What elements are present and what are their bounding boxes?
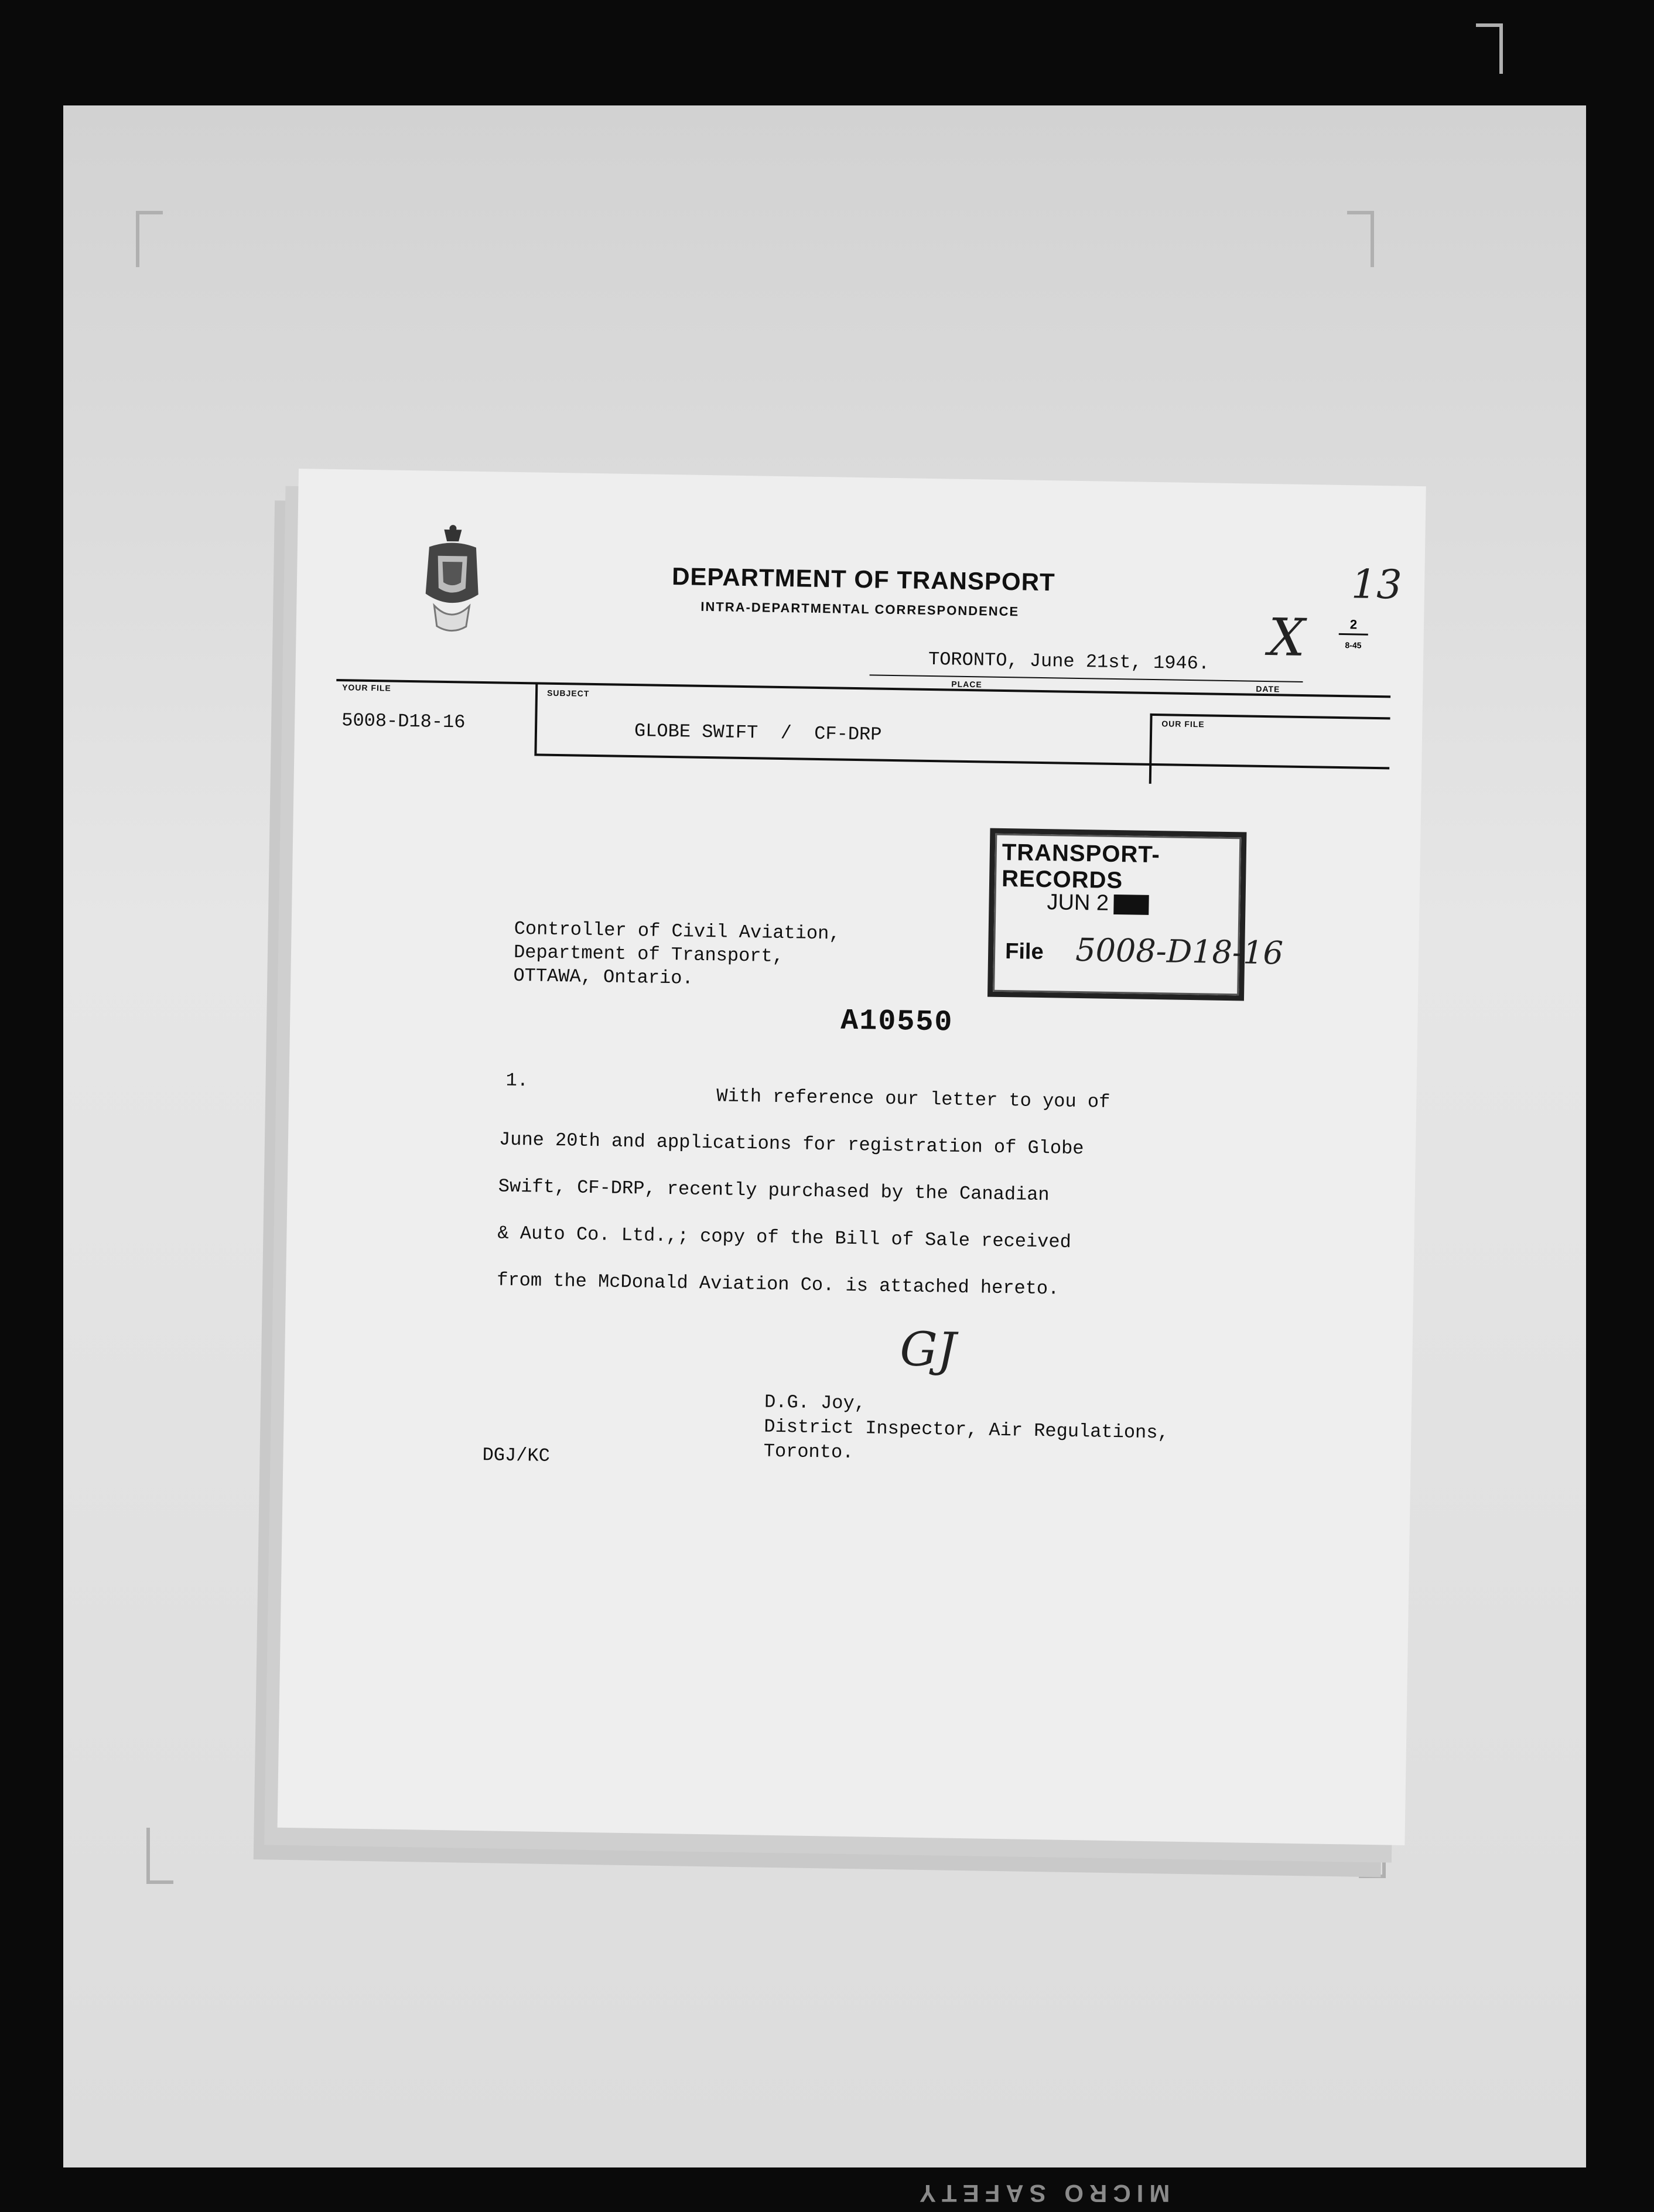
header-divider-2 xyxy=(1149,714,1153,784)
stamp-handwritten-file-number: 5008-D18-16 xyxy=(1075,931,1284,972)
addressee: Controller of Civil Aviation, Department of Transport, OTTAWA, Ontario. xyxy=(513,917,840,989)
handwritten-initials: GJ xyxy=(899,1322,957,1377)
body-line-3: Swift, CF-DRP, recently purchased by the Canadian xyxy=(498,1175,1050,1206)
date-label: DATE xyxy=(1256,684,1280,694)
letter-page xyxy=(278,469,1426,1845)
coat-of-arms-icon xyxy=(413,523,491,641)
typist-reference: DGJ/KC xyxy=(482,1444,551,1467)
department-name: DEPARTMENT OF TRANSPORT xyxy=(671,562,1056,596)
body-line-5: from the McDonald Aviation Co. is attached hereto. xyxy=(496,1269,1060,1300)
handwritten-mark: X xyxy=(1267,607,1306,668)
subject-label: SUBJECT xyxy=(546,688,590,698)
place-and-date: TORONTO, June 21st, 1946. xyxy=(928,648,1210,675)
header-top-rule xyxy=(336,679,1390,698)
stamp-date xyxy=(1047,890,1149,917)
signature-block: D.G. Joy, District Inspector, Air Regulations, Toronto. xyxy=(763,1391,1169,1464)
body-line-4: & Auto Co. Ltd.,; copy of the Bill of Sale received xyxy=(497,1222,1072,1253)
body-line-1: With reference our letter to you of xyxy=(716,1085,1110,1113)
our-file-top-rule xyxy=(1150,714,1390,719)
film-edge-text: MICRO SAFETY xyxy=(914,2180,1170,2207)
crop-mark-bottom-left xyxy=(146,1828,173,1884)
form-number-divider xyxy=(1339,633,1368,636)
crop-mark-top-left xyxy=(136,211,163,267)
paragraph-number: 1. xyxy=(505,1069,529,1092)
header-divider-1 xyxy=(534,683,538,753)
header-bottom-rule xyxy=(534,753,1389,769)
your-file-label: YOUR FILE xyxy=(342,682,391,693)
stamp-date-text: JUN 2 xyxy=(1047,890,1109,916)
form-number xyxy=(1338,617,1368,652)
date-underline xyxy=(870,674,1303,682)
your-file-value: 5008-D18-16 xyxy=(341,709,466,733)
handwritten-page-number: 13 xyxy=(1351,561,1403,609)
stamp-date-smudge xyxy=(1113,895,1149,915)
crop-mark-top-right xyxy=(1347,211,1374,267)
place-label: PLACE xyxy=(951,679,982,689)
correspondence-subtitle: INTRA-DEPARTMENTAL CORRESPONDENCE xyxy=(700,599,1020,619)
stamp-title: TRANSPORT-RECORDS xyxy=(1001,839,1161,894)
our-file-label: OUR FILE xyxy=(1161,719,1205,729)
letter-body xyxy=(497,1070,1203,1315)
transport-records-stamp xyxy=(987,828,1284,1001)
crop-mark-outer-top-right xyxy=(1476,23,1503,74)
body-line-2: June 20th and applications for registration of Globe xyxy=(498,1128,1084,1160)
form-number-top: 2 xyxy=(1349,617,1358,632)
subject-value: GLOBE SWIFT / CF-DRP xyxy=(634,720,882,746)
stamp-file-label: File xyxy=(1004,939,1044,965)
form-number-bottom: 8-45 xyxy=(1345,640,1362,650)
reference-number: A10550 xyxy=(840,1004,954,1040)
